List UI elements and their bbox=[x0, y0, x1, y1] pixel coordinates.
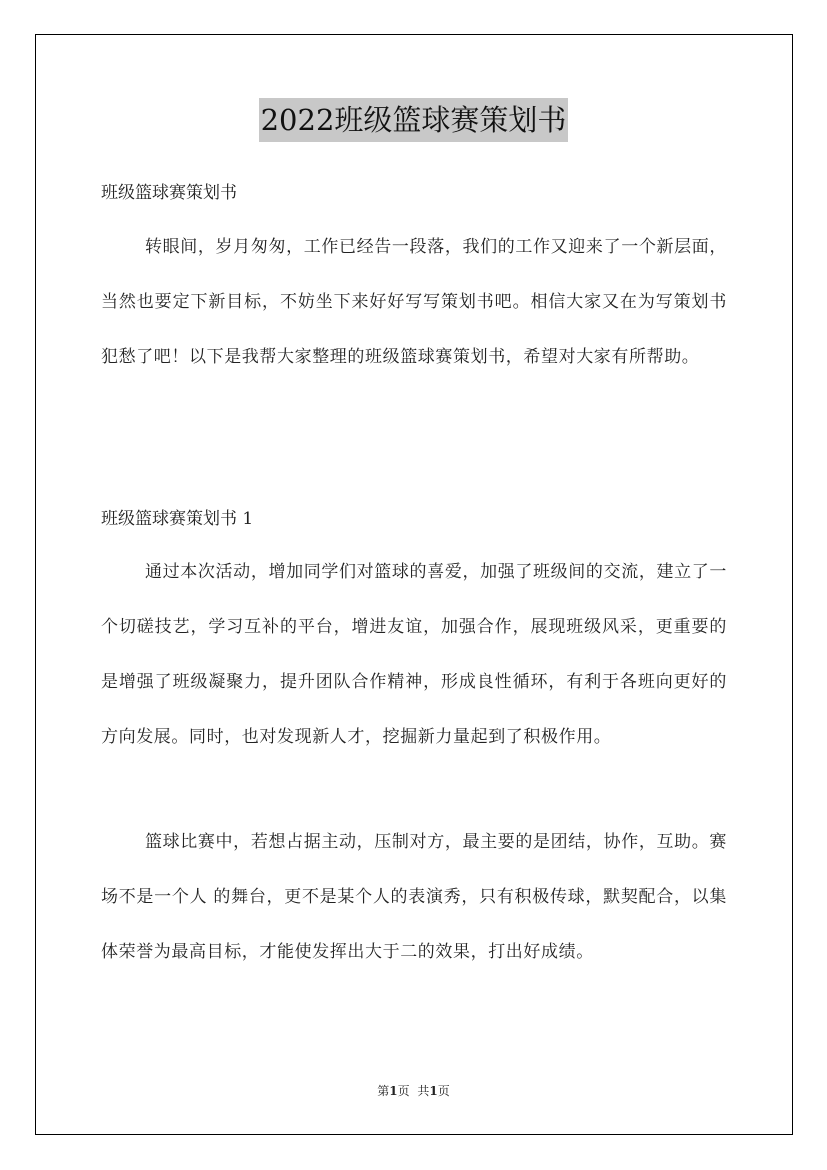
footer-page-prefix: 第 bbox=[377, 1084, 390, 1098]
page-footer bbox=[0, 1083, 827, 1099]
document-title: 2022班级篮球赛策划书 bbox=[259, 98, 569, 142]
body-paragraph-2: 篮球比赛中，若想占据主动，压制对方，最主要的是团结，协作，互助。赛场不是一个人 的舞台，更不是某个人的表演秀，只有积极传球，默契配合，以集体荣誉为最高目标，才能使发挥出大于二的效果，打出好成绩。 bbox=[101, 832, 727, 962]
body-paragraph-1: 通过本次活动，增加同学们对篮球的喜爱，加强了班级间的交流，建立了一个切磋技艺，学习互补的平台，增进友谊，加强合作，展现班级风采，更重要的是增强了班级凝聚力，提升团队合作精神，形成良性循环，有利于各班向更好的方向发展。同时，也对发现新人才，挖掘新力量起到了积极作用。 bbox=[101, 562, 727, 747]
footer-page-number: 1 bbox=[389, 1084, 398, 1098]
footer-total-number: 1 bbox=[429, 1084, 438, 1098]
footer-page-suffix: 页 bbox=[397, 1084, 410, 1098]
footer-total-suffix: 页 bbox=[437, 1084, 450, 1098]
section-heading-1: 班级篮球赛策划书 1 bbox=[101, 509, 254, 529]
footer-total-prefix: 共 bbox=[417, 1084, 430, 1098]
intro-paragraph: 转眼间，岁月匆匆，工作已经告一段落，我们的工作又迎来了一个新层面，当然也要定下新目标，不妨坐下来好好写写策划书吧。相信大家又在为写策划书犯愁了吧！以下是我帮大家整理的班级篮球赛策划书，希望对大家有所帮助。 bbox=[101, 237, 727, 367]
title-container bbox=[0, 98, 827, 142]
section-heading-main: 班级篮球赛策划书 bbox=[101, 183, 237, 203]
